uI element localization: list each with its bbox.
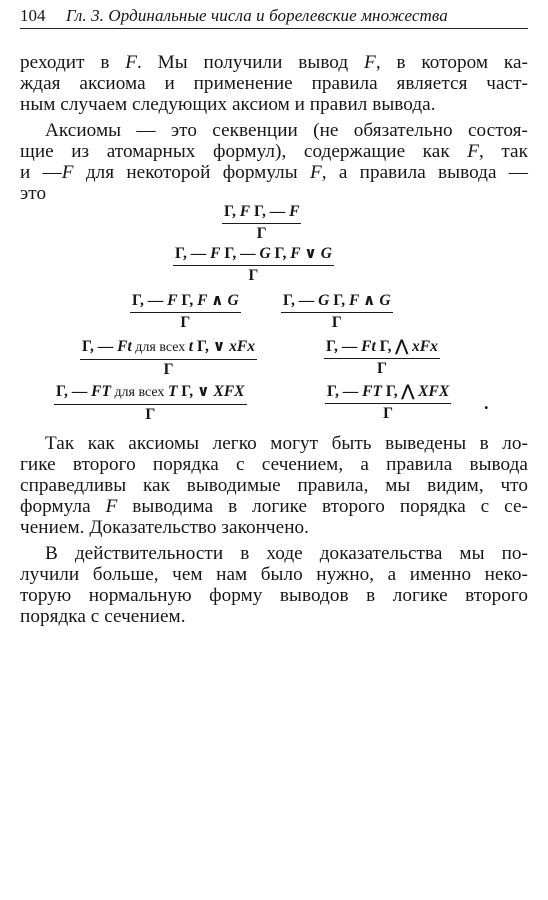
- text-line: реходит в F. Мы получили вывод F, в котором ка-: [20, 52, 528, 73]
- inference-rule: Γ, — FT для всех T Γ, ∨ XFX Γ: [56, 383, 245, 423]
- inference-rule: $\frac{\text{Γ, — F Γ, F ∧ G}}{\Gamma}$: [132, 292, 239, 331]
- text-line: это: [20, 183, 47, 204]
- running-header: [20, 4, 528, 29]
- inference-rule: Γ, — Ft Γ, ⋀ xFx Γ: [326, 338, 438, 377]
- text-line: Так как аксиомы легко могут быть выведены в ло-: [45, 433, 528, 454]
- text-line: лучили больше, чем нам было нужно, а именно неко-: [20, 564, 528, 585]
- text-line: и —F для некоторой формулы F, а правила вывода —: [20, 162, 529, 183]
- text-line: порядка с сечением.: [20, 606, 186, 627]
- text-line: справедливы как выводимые правила, мы видим, что: [20, 475, 528, 496]
- text-line: В действительности в ходе доказательства мы по-: [45, 543, 528, 564]
- running-title: Гл. 3. Ординальные числа и борелевские множества: [66, 6, 448, 25]
- text-line: формула F выводима в логике второго порядка с се-: [20, 496, 528, 517]
- inference-rule: $\frac{\text{Γ, — G Γ, F ∧ G}}{\Gamma}$: [283, 292, 391, 331]
- text-line: чением. Доказательство закончено.: [20, 517, 310, 538]
- inference-rule: $\frac{\text{Γ, F Γ, — F}}{\Gamma}$: [224, 203, 300, 242]
- inference-rule: $\frac{\text{Γ, — F Γ, — G Γ, F ∨ G}}{\Gamma}$: [175, 245, 332, 284]
- page-number: 104: [20, 6, 46, 25]
- text-line: щие из атомарных формул), содержащие как F, так: [20, 141, 528, 162]
- text-line: гике второго порядка с сечением, а правила вывода: [20, 454, 528, 475]
- text-line: ждая аксиома и применение правила является част-: [20, 73, 528, 94]
- text-line: Аксиомы — это секвенции (не обязательно состоя-: [45, 120, 528, 141]
- rules-end-dot: .: [484, 393, 489, 413]
- text-line: ным случаем следующих аксиом и правил вывода.: [20, 94, 436, 115]
- inference-rule: Γ, — Ft для всех t Γ, ∨ xFx Γ: [82, 338, 256, 378]
- inference-rule: Γ, — FT Γ, ⋀ XFX Γ: [327, 383, 450, 422]
- text-line: торую нормальную форму выводов в логике второго: [20, 585, 528, 606]
